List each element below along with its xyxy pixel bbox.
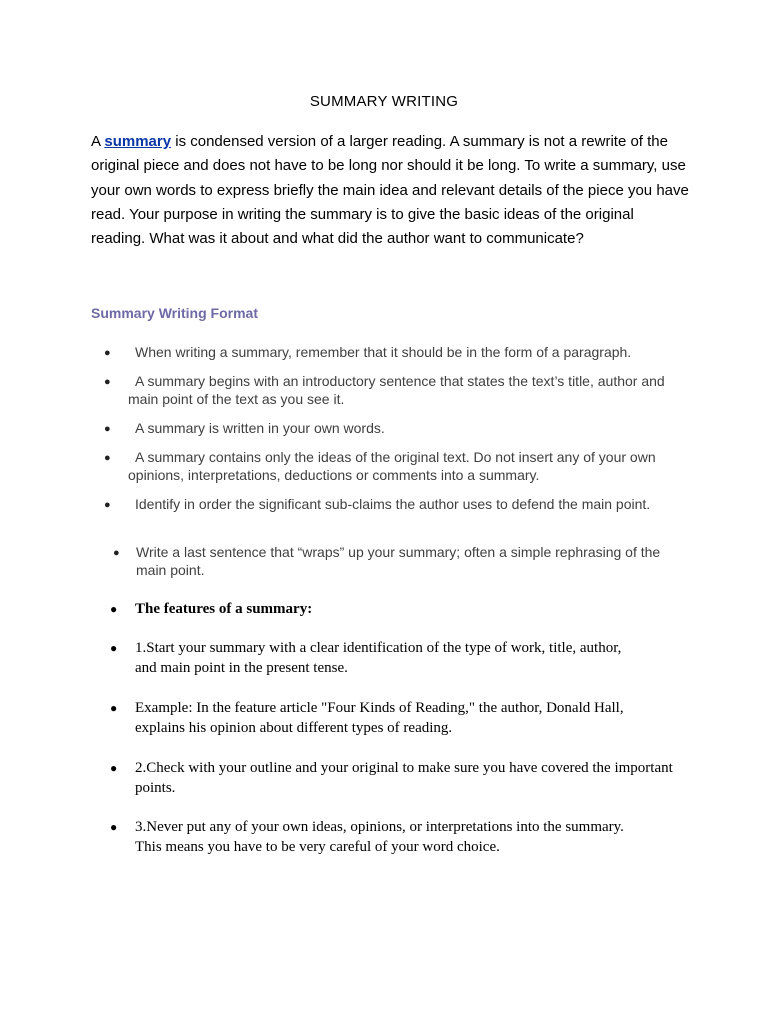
format-item-text: Identify in order the significant sub-claims the author uses to defend the main point. [135, 496, 651, 512]
bullet-icon: ● [110, 701, 118, 715]
intro-text-rest: is condensed version of a larger reading. A summary is not a rewrite of the original piece and does not have to be long nor should it be long. To write a summary, use your own words to express briefly the main idea and relevant details of the piece you have read. Your purpose in writing the summary is to give the basic ideas of the original reading. What was it about and what did the author want to communicate? [91, 133, 689, 248]
bullet-icon: ● [110, 761, 118, 775]
intro-text-start: A [91, 133, 105, 150]
format-item-text: A summary contains only the ideas of the original text. Do not insert any of your own opinions, interpretations, deductions or comments into a summary. [128, 449, 656, 483]
bullet-icon: ● [104, 499, 111, 511]
features-item-text: 2.Check with your outline and your original to make sure you have covered the important points. [135, 760, 673, 796]
bullet-icon: ● [104, 347, 111, 359]
page-title: SUMMARY WRITING [309, 93, 459, 110]
intro-paragraph [91, 130, 691, 251]
features-item-text: 1.Start your summary with a clear identification of the type of work, title, author, and main point in the present tense. [135, 640, 622, 676]
format-item-text: Write a last sentence that “wraps” up your summary; often a simple rephrasing of the main point. [136, 544, 661, 578]
format-heading: Summary Writing Format [91, 305, 258, 321]
bullet-icon: ● [113, 547, 120, 559]
features-item-text: 3.Never put any of your own ideas, opinions, or interpretations into the summary. This means you have to be very careful of your word choice. [135, 819, 624, 855]
summary-link[interactable]: summary [104, 133, 172, 150]
bullet-icon: ● [110, 641, 118, 655]
bullet-icon: ● [104, 423, 111, 435]
format-item-text: When writing a summary, remember that it should be in the form of a paragraph. [135, 344, 632, 360]
bullet-icon: ● [110, 602, 118, 616]
bullet-icon: ● [104, 376, 111, 388]
bullet-icon: ● [110, 820, 118, 834]
features-heading: The features of a summary: [135, 601, 313, 617]
features-item-text: Example: In the feature article "Four Kinds of Reading," the author, Donald Hall, explains his opinion about different types of reading. [135, 700, 624, 736]
format-item-text: A summary is written in your own words. [135, 420, 385, 436]
bullet-icon: ● [104, 452, 111, 464]
format-item-text: A summary begins with an introductory sentence that states the text’s title, author and main point of the text as you see it. [128, 373, 665, 407]
